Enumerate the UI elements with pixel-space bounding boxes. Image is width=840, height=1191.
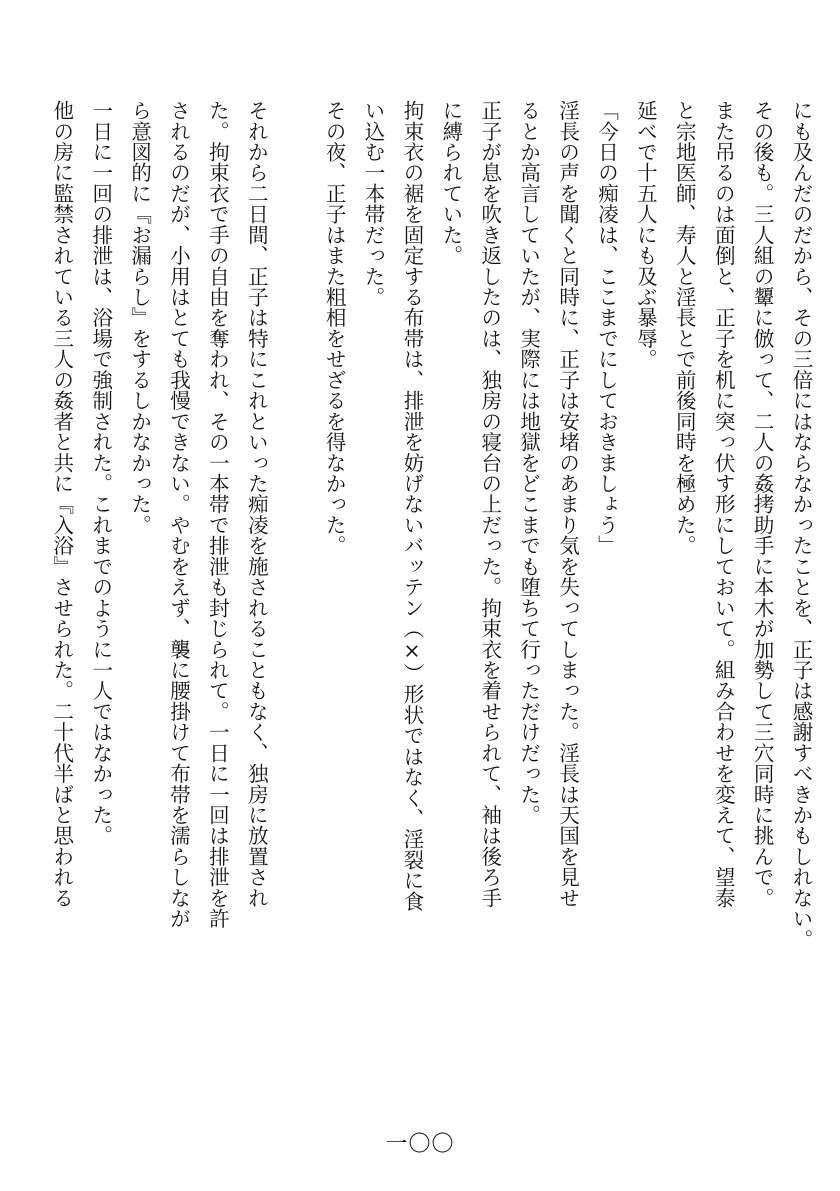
text-line: に縛られていた。: [438, 100, 463, 266]
text-line: 「今日の痴凌は、ここまでにしておきましょう」: [594, 100, 619, 556]
blank-line: [275, 100, 314, 1000]
text-line: 拘束衣の裾を固定する布帯は、排泄を妨げないバッテン（×）形状ではなく、淫裂に食: [399, 100, 424, 912]
text-line: と宗地医師、寿人と淫長とで前後同時を極めた。: [672, 100, 697, 556]
text-line: るとか高言していたが、実際には地獄をどこまでも堕ちて行っただけだった。: [516, 100, 541, 826]
text-line: い込む一本帯だった。: [361, 100, 386, 308]
text-line: その夜、正子はまた粗相をせざるを得なかった。: [322, 100, 347, 556]
text-line: 一日に一回の排泄は、浴場で強制された。これまでのように一人ではなかった。: [88, 100, 113, 846]
text-line: また吊るのは面倒と、正子を机に突っ伏す形にしておいて。組み合わせを変えて、望泰: [711, 100, 736, 909]
vertical-text-body: [30, 100, 820, 1000]
text-line: 淫長の声を聞くと同時に、正子は安堵のあまり気を失ってしまった。淫長は天国を見せ: [555, 100, 580, 909]
text-line: 延べで十五人にも及ぶ暴辱。: [633, 100, 658, 370]
text-line: それから二日間、正子は特にこれといった痴凌を施されることもなく、独房に放置され: [244, 100, 269, 909]
text-line: ら意図的に『お漏らし』をするしかなかった。: [127, 100, 152, 536]
text-line: されるのだが、小用はとても我慢できない。やむをえず、襲に腰掛けて布帯を濡らしなが: [166, 100, 191, 929]
text-line: その後も。三人組の顰に倣って、二人の姦拷助手に本木が加勢して三穴同時に挑んで。: [750, 100, 775, 909]
text-line: た。拘束衣で手の自由を奪われ、その一本帯で排泄も封じられて。一日に一回は排泄を許: [205, 100, 230, 929]
text-line: 他の房に監禁されている三人の姦者と共に『入浴』させられた。二十代半ばと思われる: [49, 100, 74, 909]
text-line: 正子が息を吹き返したのは、独房の寝台の上だった。拘束衣を着せられて、袖は後ろ手: [477, 100, 502, 909]
text-line: にも及んだのだから、その三倍にはならなかったことを、正子は感謝すべきかもしれない。: [789, 100, 813, 950]
page-number: 一〇〇: [385, 1132, 455, 1157]
